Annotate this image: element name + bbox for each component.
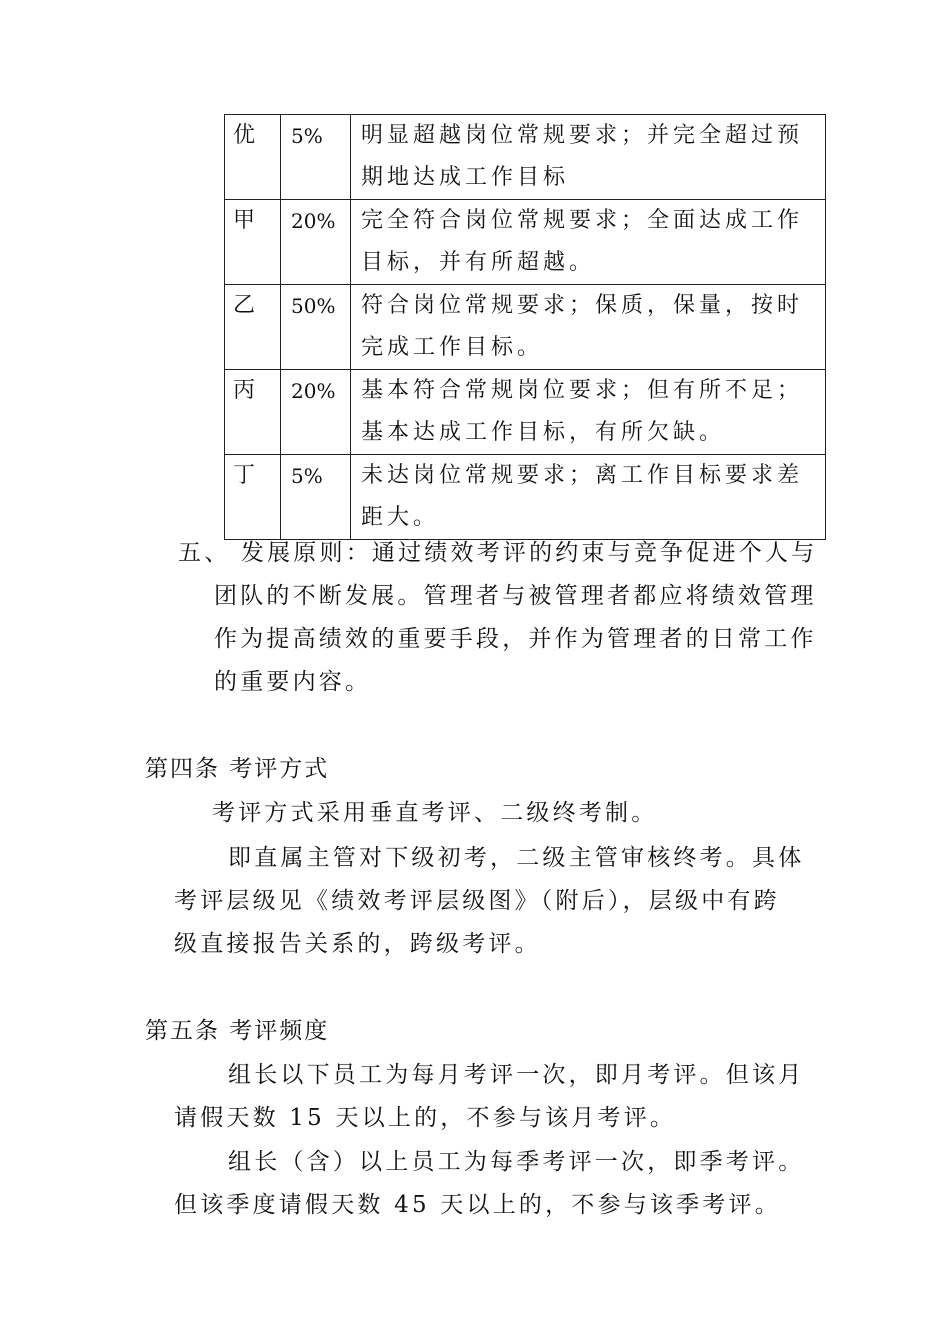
table-row [225,115,826,200]
section5-line: 团队的不断发展。管理者与被管理者都应将绩效管理 [214,583,817,609]
grade-cell: 丁 [225,455,281,540]
article4-paragraph: 考评层级见《绩效考评层级图》（附后），层级中有跨 [174,888,780,914]
grade-distribution-table [224,114,826,540]
percent-cell: 5% [281,115,351,200]
description-cell [351,455,826,540]
article5-paragraph: 组长以下员工为每月考评一次，即月考评。但该月 [228,1062,805,1088]
description-line: 完全符合岗位常规要求；全面达成工作 [361,208,804,233]
article4-paragraph: 考评方式采用垂直考评、二级终考制。 [212,800,658,826]
section5-line: 五、 发展原则：通过绩效考评的约束与竞争促进个人与 [178,540,818,566]
description-line: 未达岗位常规要求；离工作目标要求差 [361,463,804,488]
description-cell [351,115,826,200]
description-line: 符合岗位常规要求；保质，保量，按时 [361,293,804,318]
percent-cell: 20% [281,200,351,285]
article5-heading: 第五条 考评频度 [145,1018,330,1044]
table-row [225,370,826,455]
description-line: 目标，并有所超越。 [361,250,596,275]
article4-paragraph: 即直属主管对下级初考，二级主管审核终考。具体 [228,845,805,871]
percent-cell: 20% [281,370,351,455]
article5-paragraph: 但该季度请假天数 45 天以上的，不参与该季考评。 [174,1192,781,1218]
table-row [225,285,826,370]
article4-heading: 第四条 考评方式 [145,756,330,782]
grade-cell: 甲 [225,200,281,285]
percent-cell: 50% [281,285,351,370]
section5-line: 作为提高绩效的重要手段，并作为管理者的日常工作 [214,626,817,652]
grade-cell: 优 [225,115,281,200]
description-cell [351,285,826,370]
description-cell [351,370,826,455]
description-line: 基本达成工作目标，有所欠缺。 [361,420,726,445]
grade-cell: 乙 [225,285,281,370]
section5-line: 的重要内容。 [214,669,372,695]
description-line: 基本符合常规岗位要求；但有所不足； [361,378,804,403]
description-line: 距大。 [361,505,440,530]
table-row [225,455,826,540]
description-line: 明显超越岗位常规要求；并完全超过预 [361,123,804,148]
description-cell [351,200,826,285]
description-line: 完成工作目标。 [361,335,544,360]
table-row [225,200,826,285]
article4-paragraph: 级直接报告关系的，跨级考评。 [174,931,541,957]
grade-cell: 丙 [225,370,281,455]
article5-paragraph: 组长（含）以上员工为每季考评一次，即季考评。 [228,1149,805,1175]
article5-paragraph: 请假天数 15 天以上的，不参与该月考评。 [174,1105,677,1131]
percent-cell: 5% [281,455,351,540]
description-line: 期地达成工作目标 [361,165,570,190]
